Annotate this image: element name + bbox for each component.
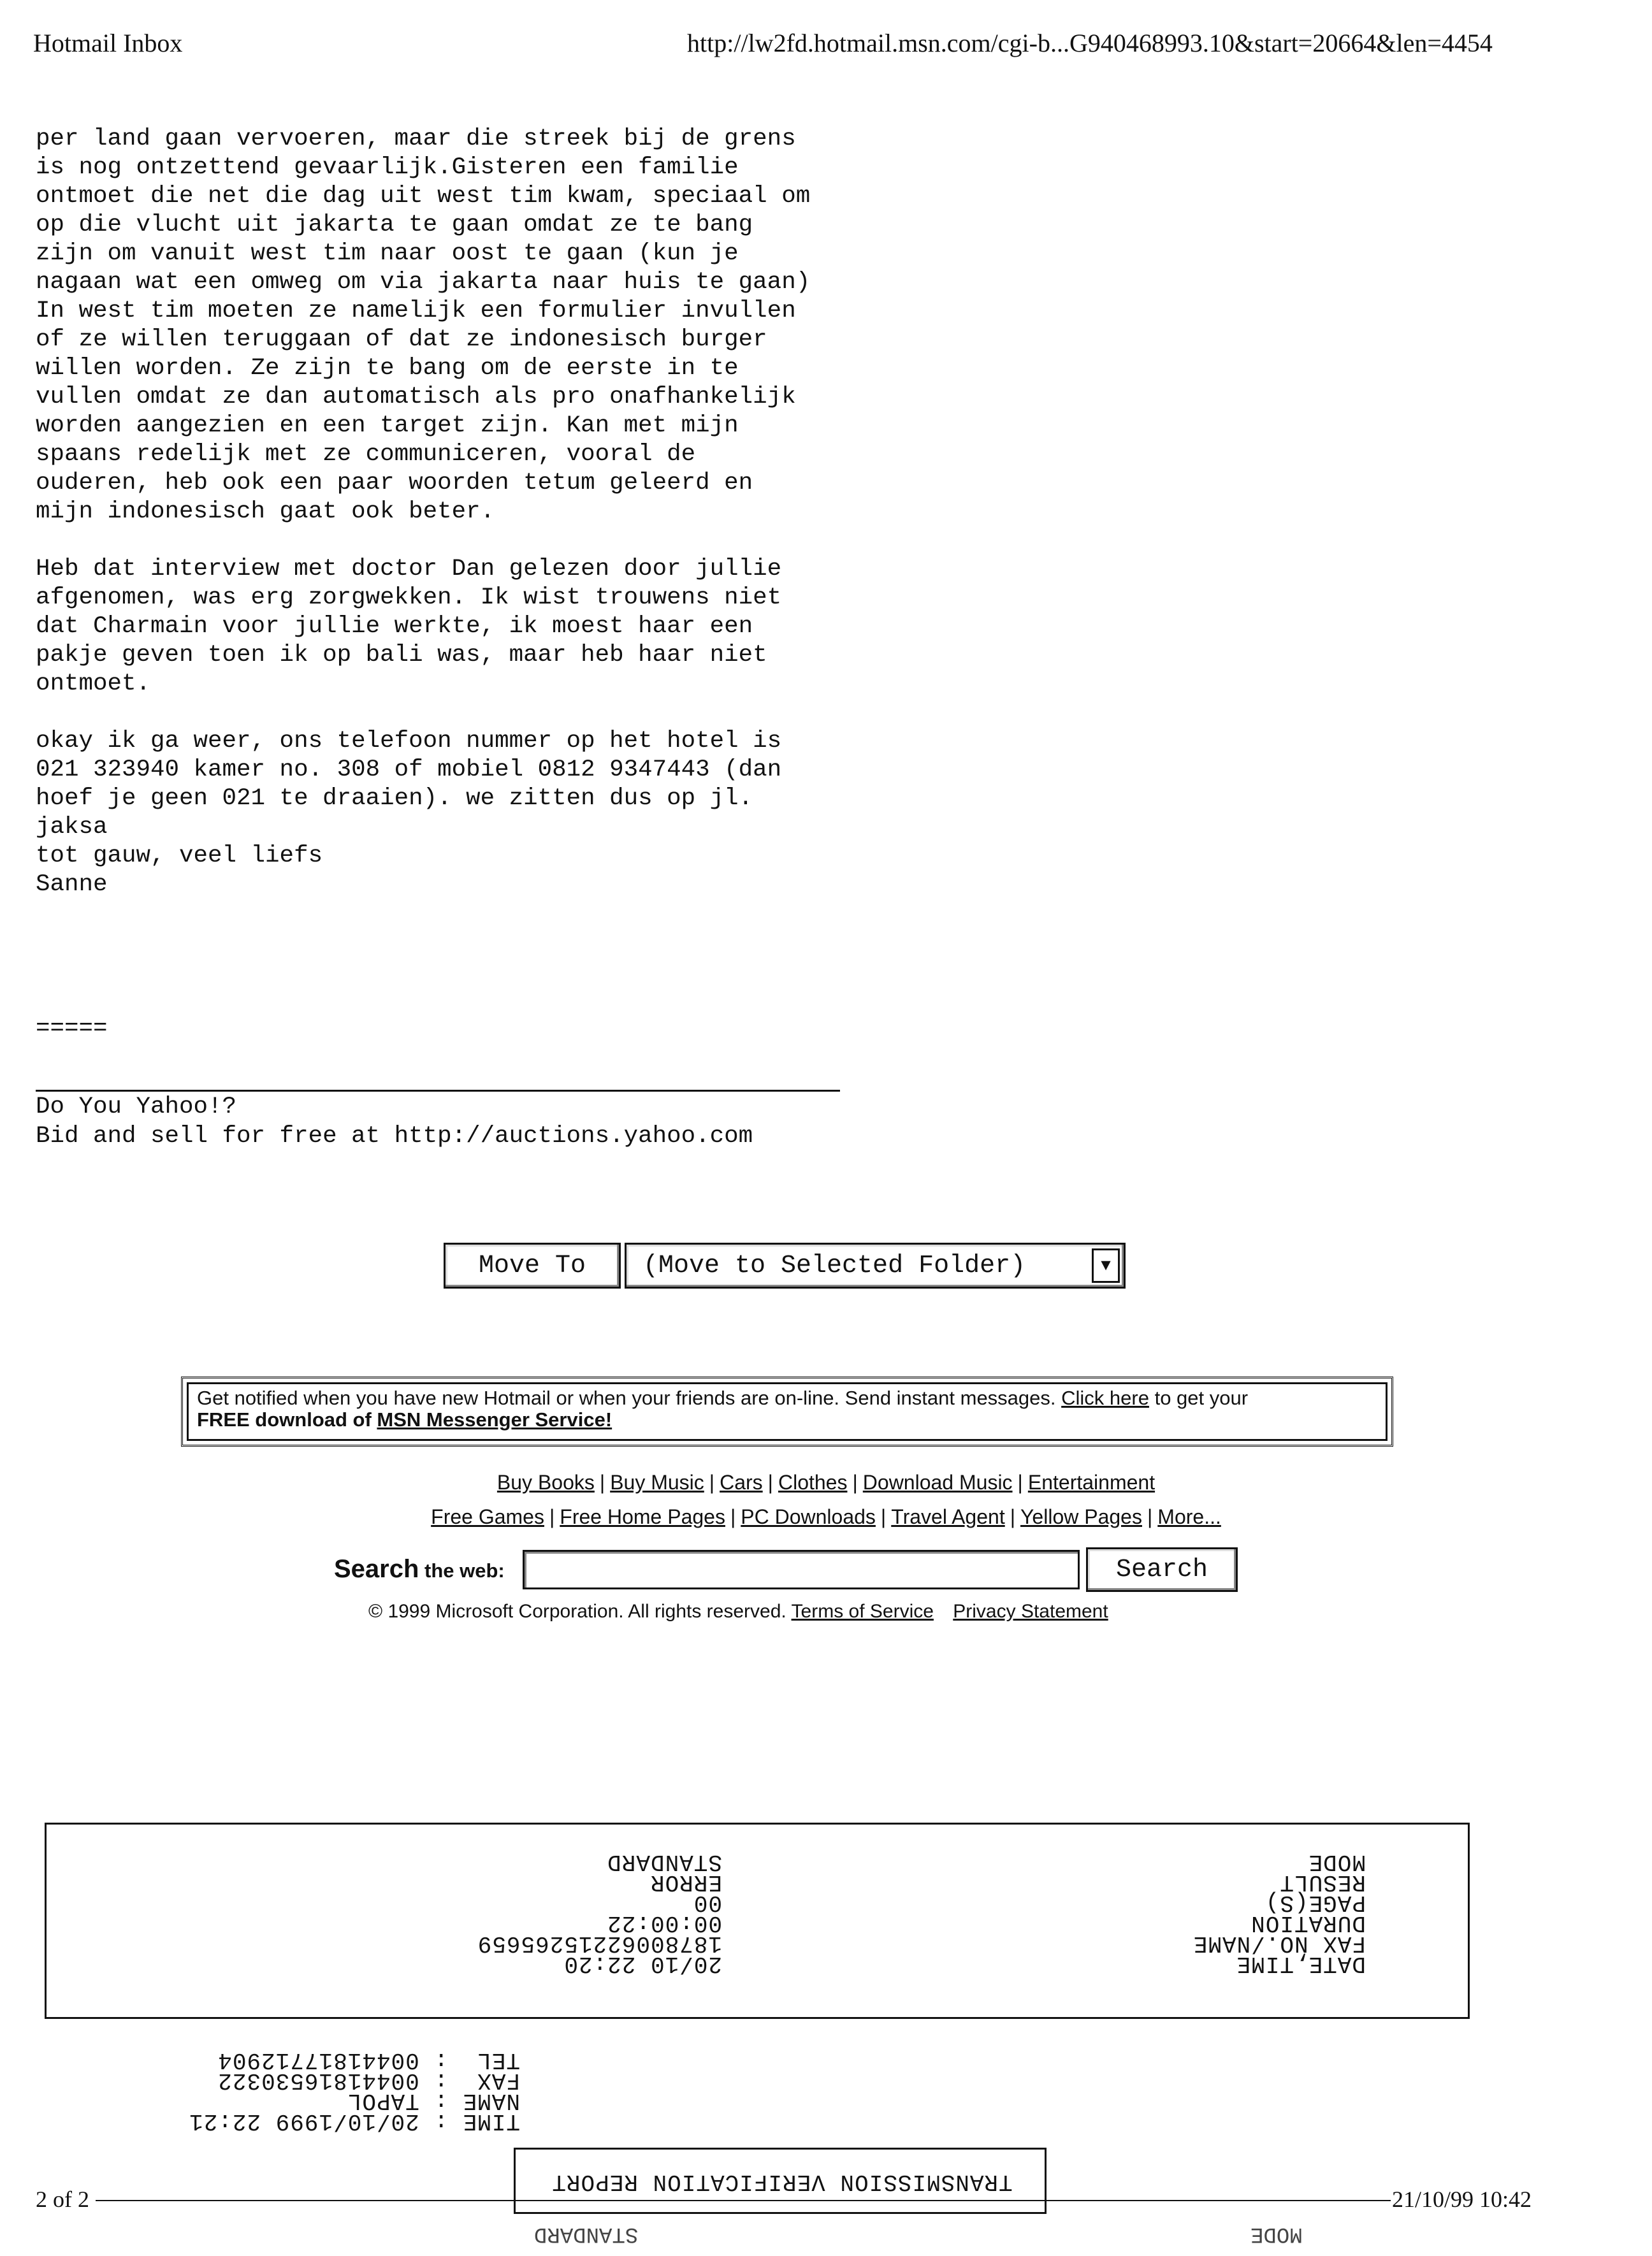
page-header-url: http://lw2fd.hotmail.msn.com/cgi-b...G940468993.10&start=20664&len=4454 [687, 29, 1493, 57]
link-separator: | [599, 1471, 605, 1494]
yahoo-line-1: Do You Yahoo!? [36, 1094, 237, 1120]
folder-select-value: (Move to Selected Folder) [643, 1251, 1026, 1280]
folder-select[interactable] [625, 1243, 1126, 1289]
link-separator: | [880, 1505, 887, 1528]
yahoo-line-2 [36, 1122, 753, 1151]
email-body: per land gaan vervoeren, maar die streek bij de grens is nog ontzettend gevaarlijk.Gisteren een familie ontmoet die net die dag uit west tim kwam, speciaal om op die vlucht uit jakarta te gaan omdat ze te bang zijn om vanuit west tim naar oost te gaan (kun je nagaan wat een omweg om via jakarta naar huis te gaan) In west tim moeten ze namelijk een formulier invullen of ze willen teruggaan of dat ze indonesisch burger willen worden. Ze zijn te bang om de eerste in te vullen omdat ze dan automatisch als pro onafhankelijk worden aangezien en een target zijn. Kan met mijn spaans redelijk met ze communiceren, vooral de ouderen, heb ook een paar woorden tetum geleerd en mijn indonesisch gaat ook beter. Heb dat interview met doctor Dan gelezen door jullie afgenomen, was erg zorgwekken. Ik wist trouwens niet dat Charmain voor jullie werkte, ik moest haar een pakje geven toen ik op bali was, maar heb haar niet ontmoet. okay ik ga weer, ons telefoon nummer op het hotel is 021 323940 kamer no. 308 of mobiel 0812 9347443 (dan hoef je geen 021 te draaien). we zitten dus op jl. jaksa tot gauw, veel liefs Sanne [36, 126, 811, 898]
fax-report-labels: DATE,TIME FAX NO./NAME DURATION PAGE(S) RESULT MODE [1192, 1849, 1366, 1977]
terms-of-service-link[interactable]: Terms of Service [791, 1601, 934, 1622]
link-buy-music[interactable]: Buy Music [610, 1471, 704, 1494]
link-cars[interactable]: Cars [720, 1471, 763, 1494]
signature-separator [36, 1013, 108, 1042]
fax-bottom-standard: STANDARD [534, 2222, 639, 2246]
move-to-button[interactable]: Move To [444, 1243, 621, 1289]
link-more[interactable]: More... [1157, 1505, 1221, 1528]
link-separator: | [1017, 1471, 1023, 1494]
link-separator: | [1147, 1505, 1153, 1528]
signature-rule [36, 1090, 840, 1092]
promo-text: Get notified when you have new Hotmail or when your friends are on-line. Send instant messages. [197, 1387, 1062, 1409]
promo-click-here-link[interactable]: Click here [1061, 1387, 1149, 1409]
privacy-statement-link[interactable]: Privacy Statement [953, 1601, 1108, 1622]
link-separator: | [852, 1471, 858, 1494]
link-travel-agent[interactable]: Travel Agent [891, 1505, 1005, 1528]
msn-messenger-link[interactable]: MSN Messenger Service! [377, 1408, 612, 1431]
link-separator: | [767, 1471, 773, 1494]
yahoo-signature [36, 1092, 753, 1151]
separator-text: ===== [36, 1015, 108, 1042]
footer-date: 21/10/99 10:42 [1392, 2187, 1532, 2212]
link-entertainment[interactable]: Entertainment [1027, 1471, 1156, 1494]
link-free-games[interactable]: Free Games [431, 1505, 544, 1528]
search-label [334, 1555, 505, 1584]
fax-report-box [45, 1823, 1470, 2019]
link-separator: | [1010, 1505, 1016, 1528]
web-search-input[interactable] [523, 1550, 1080, 1589]
link-separator: | [709, 1471, 715, 1494]
services-links-row-2 [0, 1505, 1652, 1529]
search-button[interactable]: Search [1086, 1547, 1238, 1592]
promo-text-after: to get your [1148, 1387, 1249, 1409]
footer-page-number: 2 of 2 [36, 2187, 89, 2212]
search-label-small: the web: [419, 1559, 505, 1582]
services-links-row-1 [0, 1471, 1652, 1494]
fax-report-title: TRANSMISSION VERIFICATION REPORT [551, 2169, 1013, 2195]
link-separator: | [730, 1505, 736, 1528]
footer-rule [96, 2200, 1391, 2201]
search-label-big: Search [334, 1555, 419, 1583]
fax-report-title-box [514, 2148, 1047, 2214]
messenger-promo-box [181, 1377, 1393, 1447]
fax-bottom-mode: MODE [1250, 2222, 1303, 2246]
copyright-line [368, 1601, 1108, 1623]
link-yellow-pages[interactable]: Yellow Pages [1020, 1505, 1142, 1528]
promo-free-download: FREE download of [197, 1408, 377, 1431]
link-separator: | [549, 1505, 555, 1528]
chevron-down-icon[interactable]: ▼ [1092, 1248, 1120, 1283]
copyright-text: © 1999 Microsoft Corporation. All rights reserved. [368, 1601, 786, 1622]
link-buy-books[interactable]: Buy Books [496, 1471, 595, 1494]
yahoo-line-2-text: Bid and sell for free at [36, 1123, 395, 1150]
yahoo-auctions-link[interactable]: http://auctions.yahoo.com [394, 1123, 753, 1150]
link-free-home-pages[interactable]: Free Home Pages [560, 1505, 725, 1528]
link-pc-downloads[interactable]: PC Downloads [741, 1505, 876, 1528]
link-download-music[interactable]: Download Music [862, 1471, 1013, 1494]
page-header-title: Hotmail Inbox [33, 29, 183, 57]
fax-report-values: 20/10 22:20 18780062215265659 00:00:22 00 ERROR STANDARD [477, 1849, 722, 1977]
fax-sender-info: TIME : 20/10/1999 22:21 NAME : TAPOL FAX : 00441816530322 TEL : 00441817712904 [189, 2047, 520, 2134]
link-clothes[interactable]: Clothes [778, 1471, 848, 1494]
